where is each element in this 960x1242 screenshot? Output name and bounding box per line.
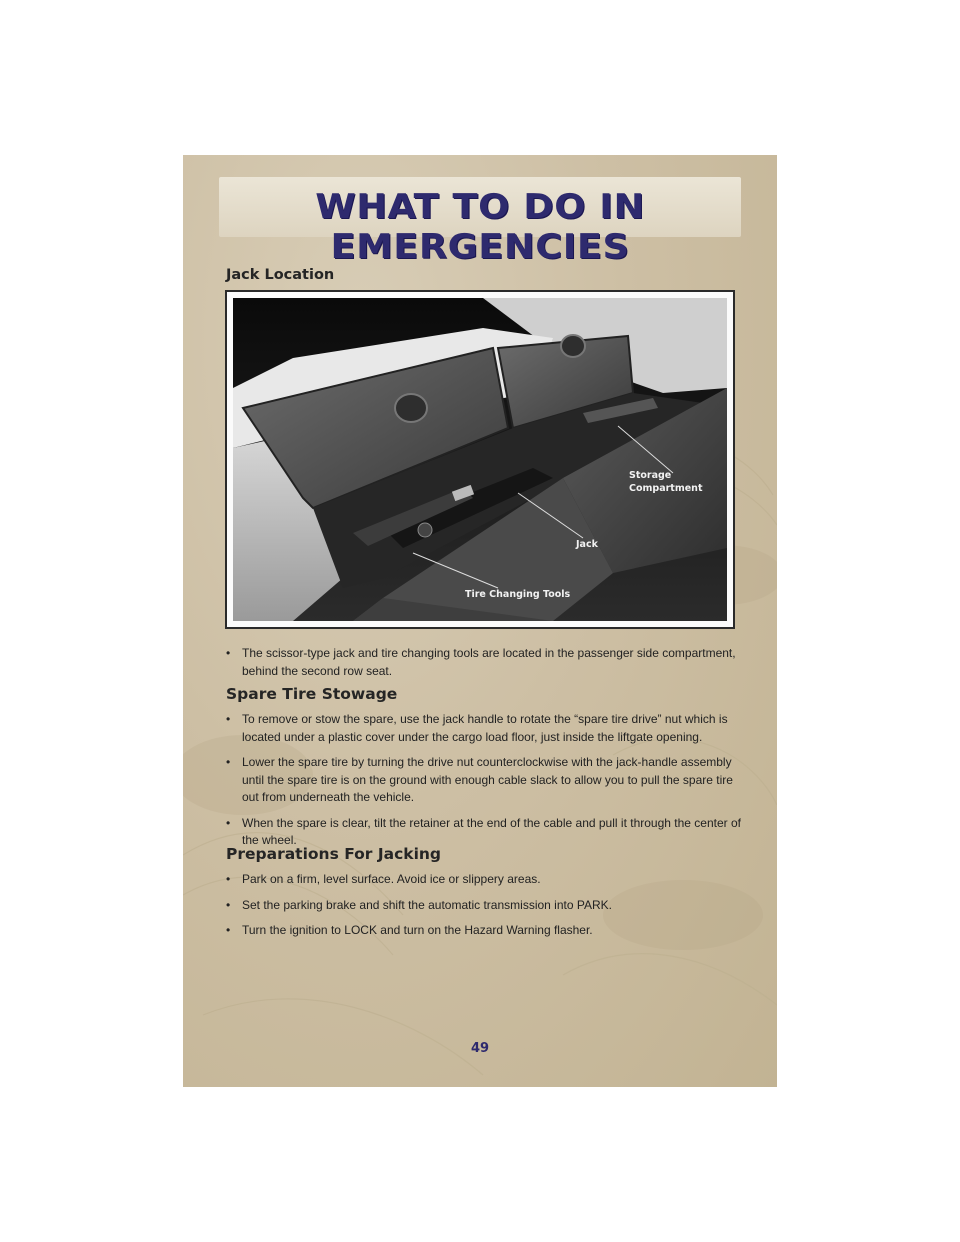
bullet-text: Turn the ignition to LOCK and turn on the Hazard Warning flasher.: [242, 923, 593, 937]
cargo-area-illustration: [233, 298, 727, 621]
bullet-text: Set the parking brake and shift the automatic transmission into PARK.: [242, 897, 612, 912]
bullet-icon: •: [226, 923, 231, 937]
bullet-text: Lower the spare tire by turning the drive nut counterclockwise with the jack-handle assembly until the spare tire is on the ground with enough cable slack to allow you to pull the spare tire out from underneath the vehicle.: [242, 755, 733, 804]
spare-tire-text: [226, 711, 746, 858]
bullet-icon: •: [226, 815, 231, 830]
list-item: [226, 922, 746, 940]
jacking-heading: Preparations For Jacking: [226, 845, 442, 863]
list-item: [226, 871, 746, 889]
bullet-icon: •: [226, 897, 231, 912]
jack-location-text: [226, 645, 746, 688]
spare-tire-heading: Spare Tire Stowage: [226, 685, 398, 703]
bullet-icon: •: [226, 755, 231, 769]
jack-location-heading: Jack Location: [226, 267, 335, 283]
bullet-text: To remove or stow the spare, use the jack handle to rotate the “spare tire drive” nut which is located under a plastic cover under the cargo load floor, just inside the liftgate opening.: [242, 712, 728, 744]
bullet-icon: •: [226, 872, 231, 886]
callout-jack: Jack: [576, 539, 598, 550]
list-item: [226, 711, 746, 746]
bullet-text: When the spare is clear, tilt the retainer at the end of the cable and pull it through the center of the wheel.: [242, 815, 741, 847]
list-item: [226, 754, 746, 807]
section-banner: [219, 177, 741, 267]
callout-storage-compartment: Storage Compartment: [629, 470, 703, 494]
bullet-text: The scissor-type jack and tire changing tools are located in the passenger side compartment, behind the second row seat.: [242, 646, 736, 678]
manual-page: [183, 155, 777, 1087]
list-item: [226, 645, 746, 680]
page-number: 49: [470, 1041, 490, 1056]
bullet-icon: •: [226, 646, 231, 660]
jacking-text: [226, 871, 746, 948]
list-item: [226, 897, 746, 915]
jack-location-photo: [233, 298, 727, 621]
bullet-icon: •: [226, 712, 231, 726]
callout-tire-changing-tools: Tire Changing Tools: [465, 589, 571, 600]
jack-location-photo-frame: [225, 290, 735, 629]
section-title: WHAT TO DO IN EMERGENCIES: [315, 187, 645, 267]
bullet-text: Park on a firm, level surface. Avoid ice or slippery areas.: [242, 872, 541, 886]
